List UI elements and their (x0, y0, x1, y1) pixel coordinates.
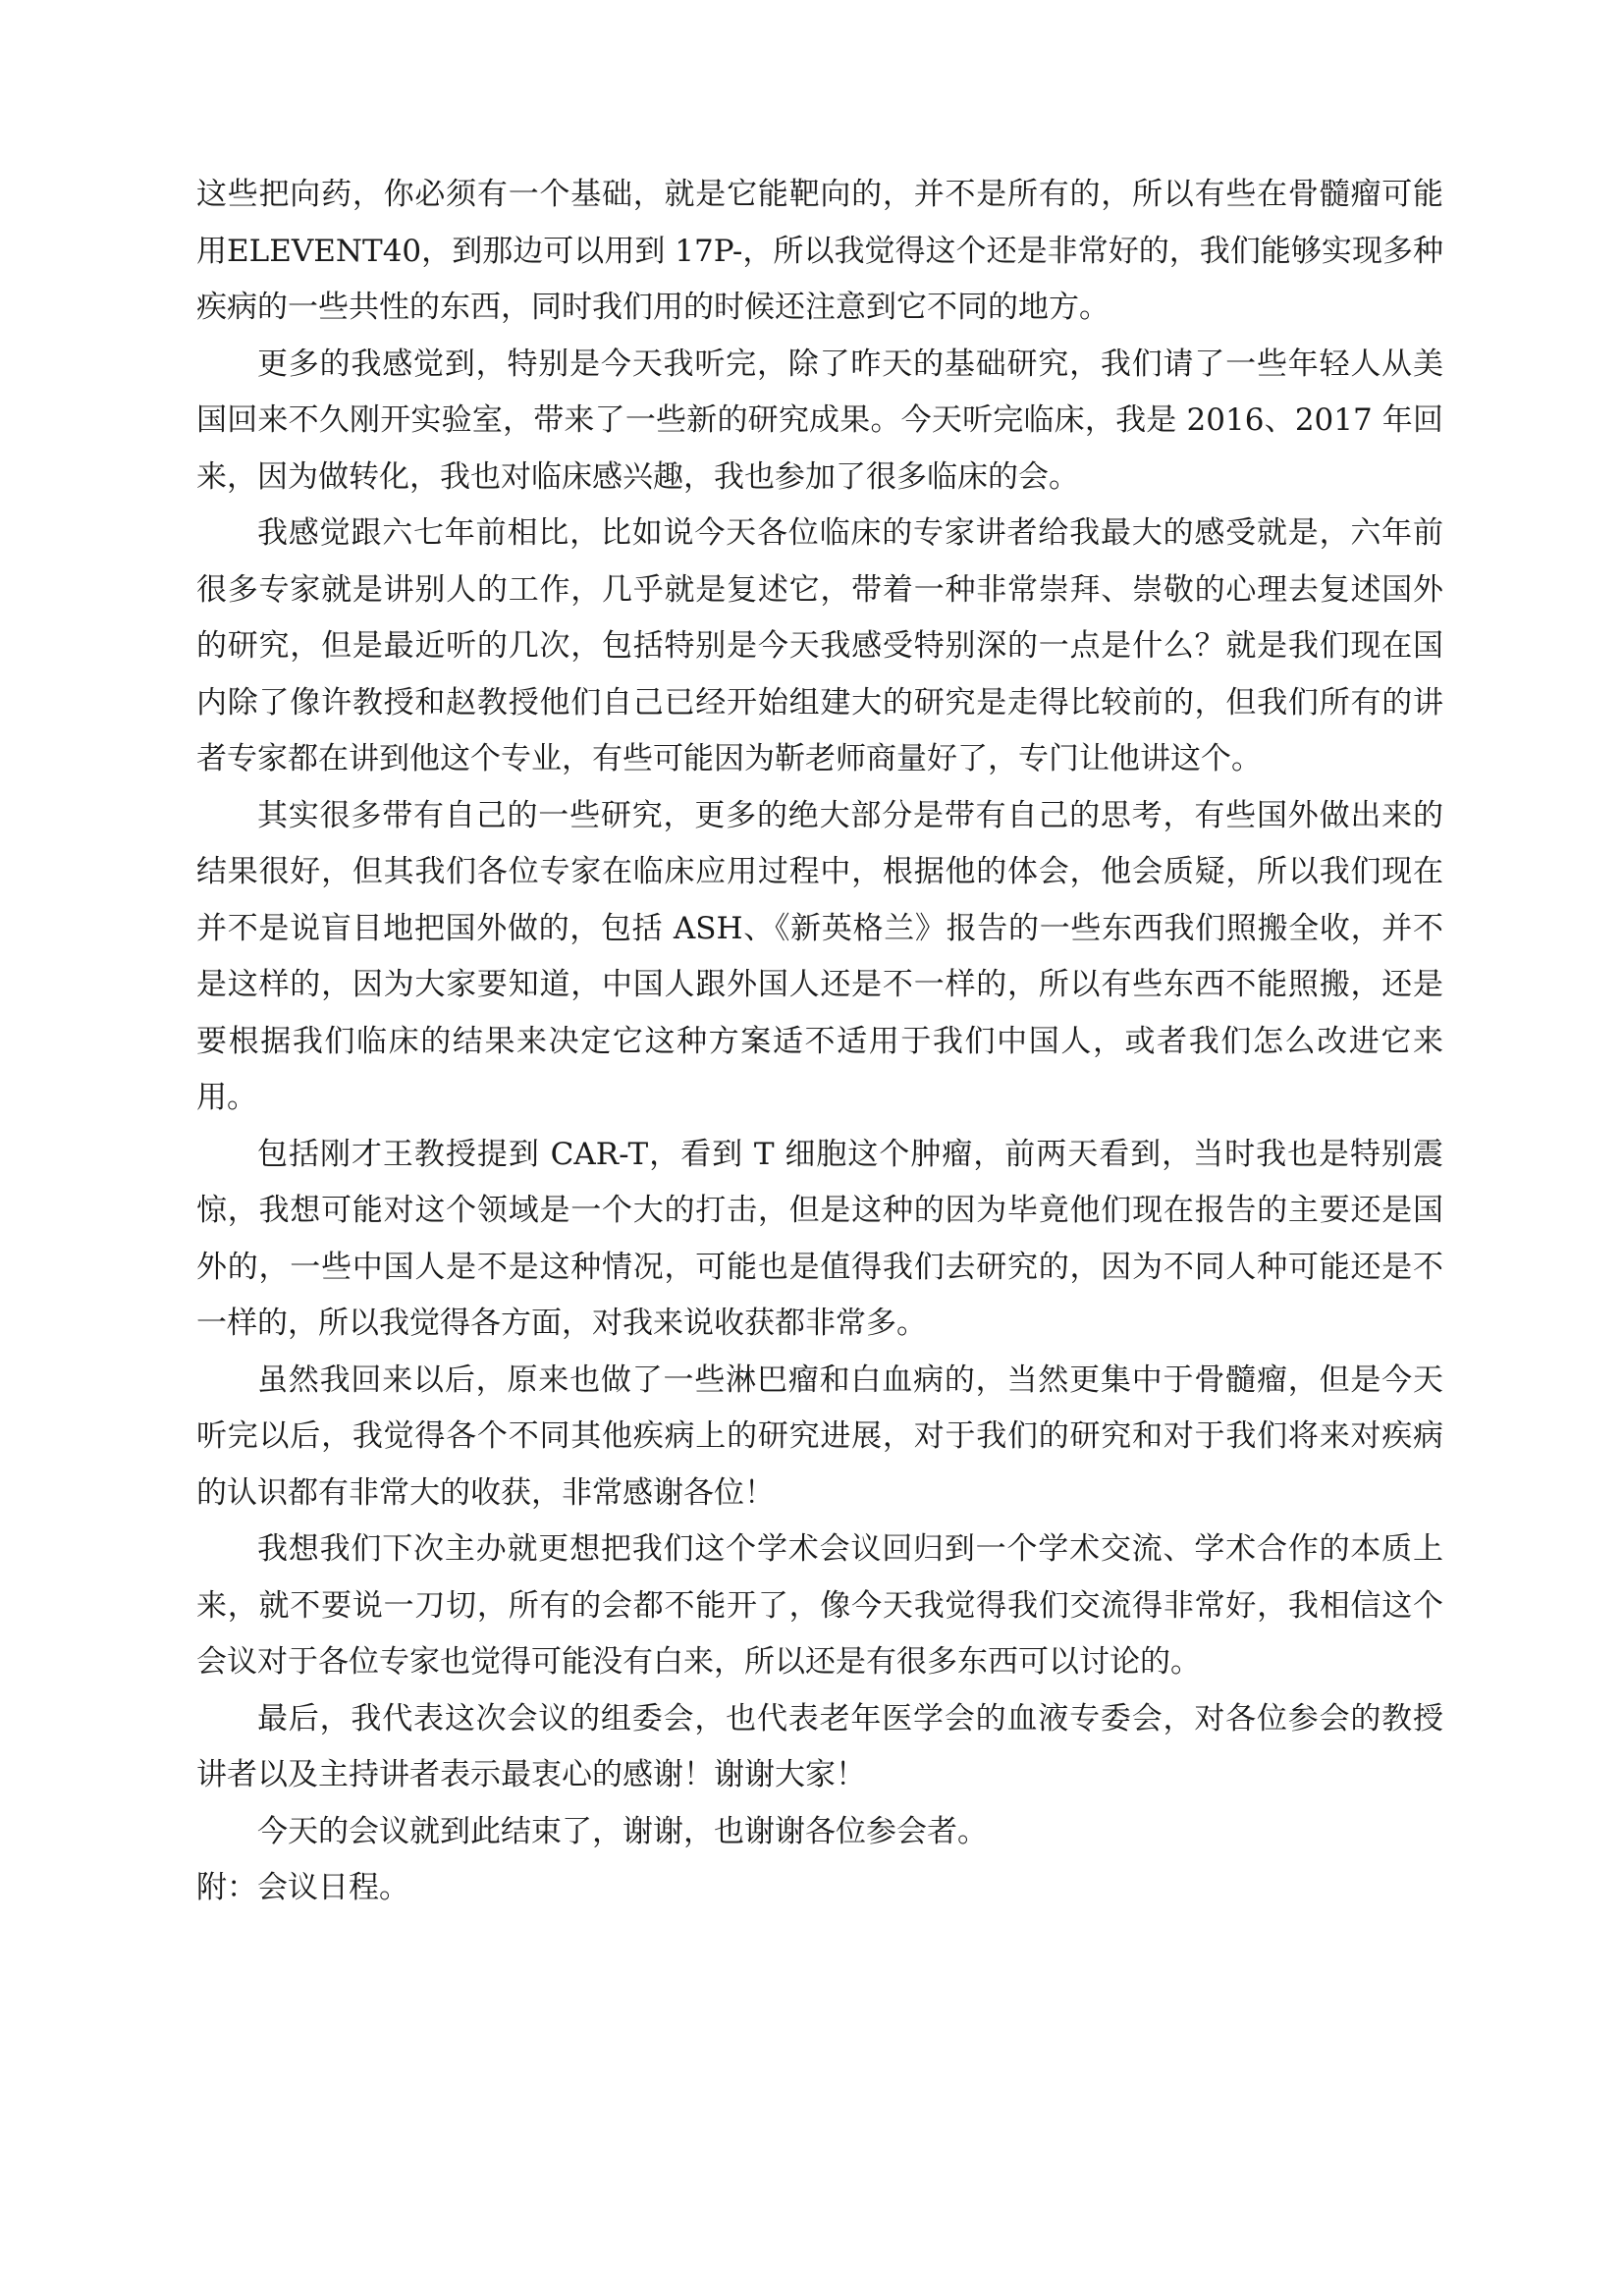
paragraph-2: 更多的我感觉到，特别是今天我听完，除了昨天的基础研究，我们请了一些年轻人从美国回来不久刚开实验室，带来了一些新的研究成果。今天听完临床，我是 2016、2017 年回来，因为做转化，我也对临床感兴趣，我也参加了很多临床的会。 (196, 346, 1443, 495)
paragraph-7: 我想我们下次主办就更想把我们这个学术会议回归到一个学术交流、学术合作的本质上来，就不要说一刀切，所有的会都不能开了，像今天我觉得我们交流得非常好，我相信这个会议对于各位专家也觉得可能没有白来，所以还是有很多东西可以讨论的。 (196, 1531, 1443, 1680)
paragraph-3: 我感觉跟六七年前相比，比如说今天各位临床的专家讲者给我最大的感受就是，六年前很多专家就是讲别人的工作，几乎就是复述它，带着一种非常崇拜、崇敬的心理去复述国外的研究，但是最近听的几次，包括特别是今天我感受特别深的一点是什么？就是我们现在国内除了像许教授和赵教授他们自己已经开始组建大的研究是走得比较前的，但我们所有的讲者专家都在讲到他这个专业，有些可能因为靳老师商量好了，专门让他讲这个。 (196, 515, 1443, 776)
paragraph-1: 这些把向药，你必须有一个基础，就是它能靶向的，并不是所有的，所以有些在骨髓瘤可能用ELEVENT40，到那边可以用到 17P-，所以我觉得这个还是非常好的，我们能够实现多种疾病的一些共性的东西，同时我们用的时候还注意到它不同的地方。 (196, 177, 1443, 325)
appendix-note: 附：会议日程。 (196, 1870, 409, 1905)
paragraph-8: 最后，我代表这次会议的组委会，也代表老年医学会的血液专委会，对各位参会的教授讲者以及主持讲者表示最衷心的感谢！谢谢大家！ (196, 1700, 1443, 1792)
paragraph-6: 虽然我回来以后，原来也做了一些淋巴瘤和白血病的，当然更集中于骨髓瘤，但是今天听完以后，我觉得各个不同其他疾病上的研究进展，对于我们的研究和对于我们将来对疾病的认识都有非常大的收获，非常感谢各位！ (196, 1362, 1443, 1511)
paragraph-9: 今天的会议就到此结束了，谢谢，也谢谢各位参会者。 (257, 1813, 988, 1849)
paragraph-5: 包括刚才王教授提到 CAR-T，看到 T 细胞这个肿瘤，前两天看到，当时我也是特别震惊，我想可能对这个领域是一个大的打击，但是这种的因为毕竟他们现在报告的主要还是国外的，一些中国人是不是这种情况，可能也是值得我们去研究的，因为不同人种可能还是不一样的，所以我觉得各方面，对我来说收获都非常多。 (196, 1136, 1443, 1341)
document-body (196, 167, 1443, 1917)
paragraph-4: 其实很多带有自己的一些研究，更多的绝大部分是带有自己的思考，有些国外做出来的结果很好，但其我们各位专家在临床应用过程中，根据他的体会，他会质疑，所以我们现在并不是说盲目地把国外做的，包括 ASH、《新英格兰》报告的一些东西我们照搬全收，并不是这样的，因为大家要知道，中国人跟外国人还是不一样的，所以有些东西不能照搬，还是要根据我们临床的结果来决定它这种方案适不适用于我们中国人，或者我们怎么改进它来用。 (196, 797, 1443, 1115)
